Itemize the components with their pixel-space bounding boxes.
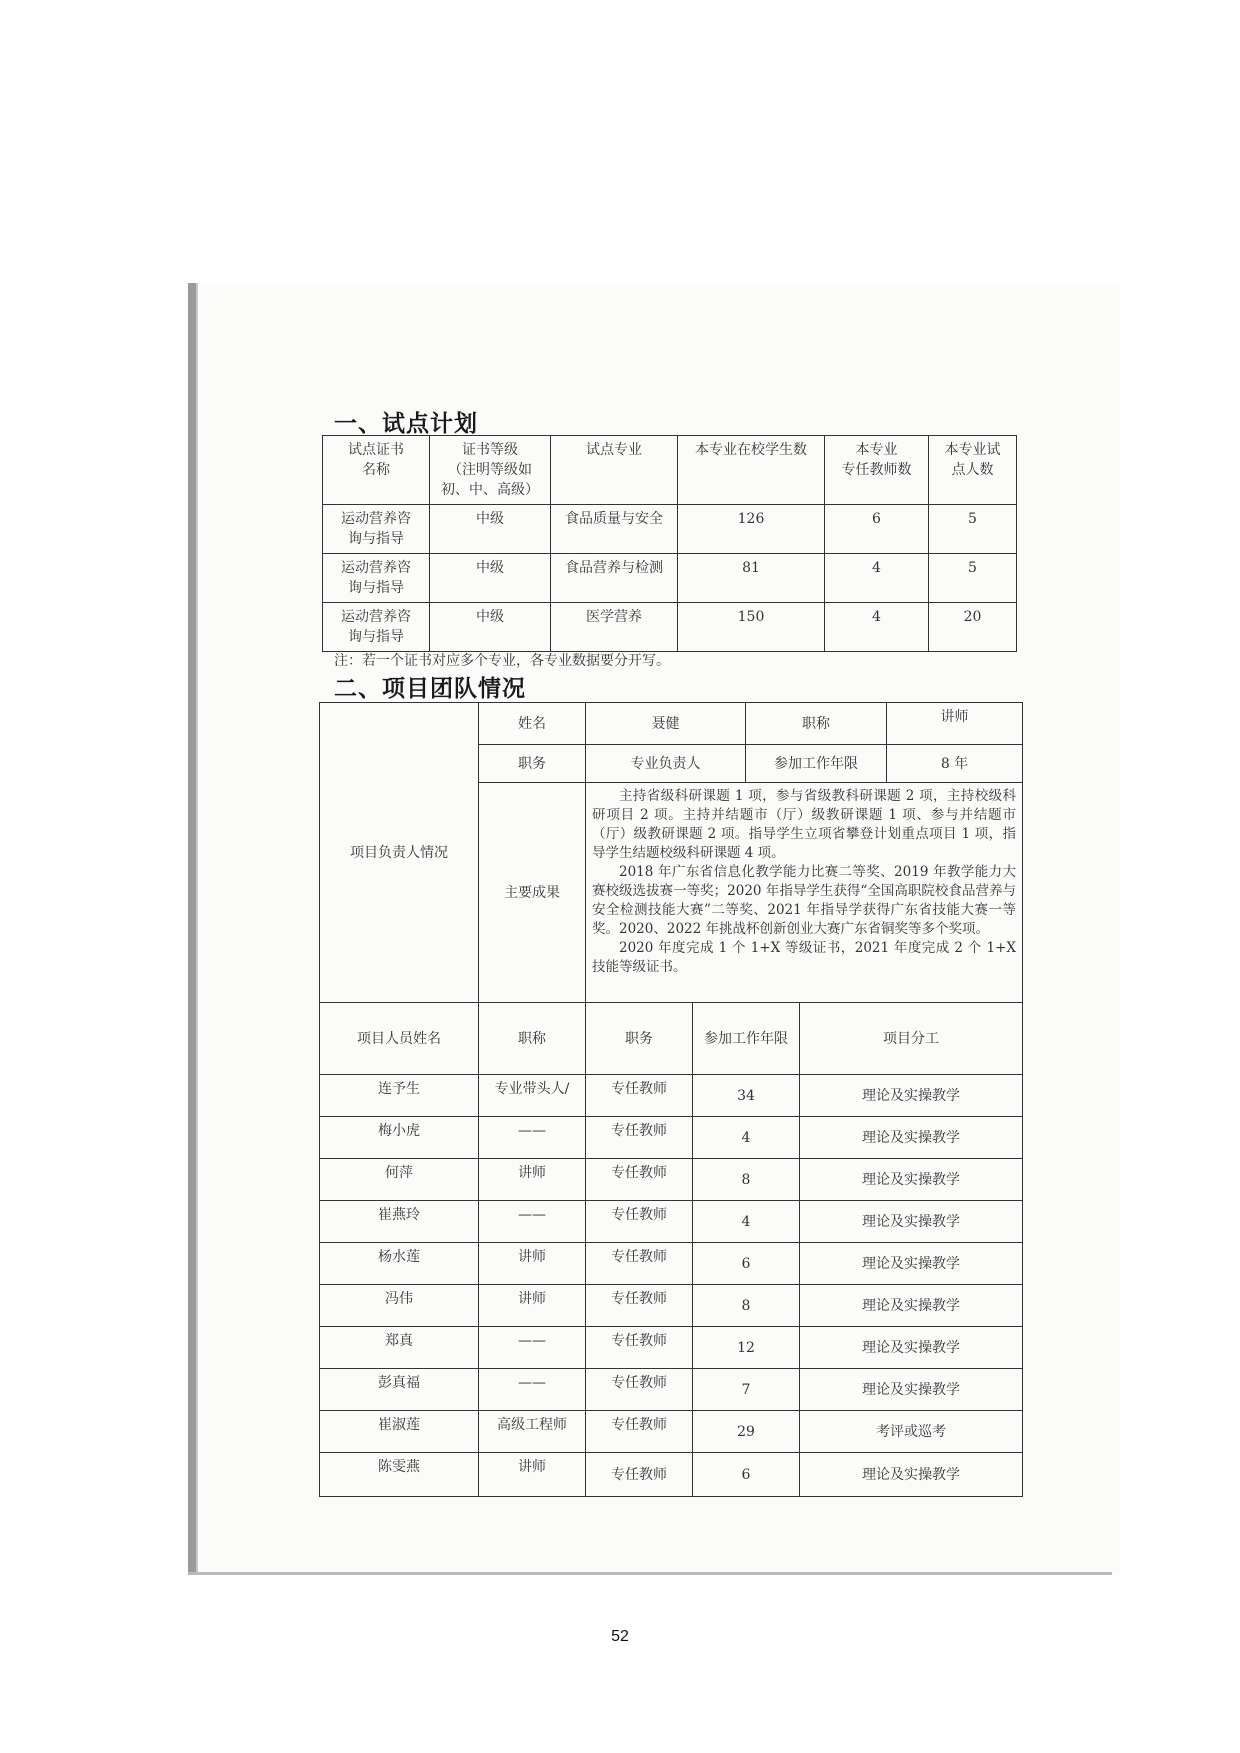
member-years: 4 (693, 1117, 800, 1159)
member-years: 12 (693, 1327, 800, 1369)
members-header-row (320, 1003, 1023, 1075)
member-role: 理论及实操教学 (800, 1369, 1023, 1411)
cell-teachers: 4 (825, 603, 929, 652)
header-students (678, 436, 825, 505)
leader-section-label: 项目负责人情况 (320, 703, 479, 1003)
member-role: 理论及实操教学 (800, 1159, 1023, 1201)
cell-cert-name (323, 554, 430, 603)
member-years: 7 (693, 1369, 800, 1411)
cell-text: 运动营养咨 询与指导 (341, 511, 411, 547)
years-value: 8 年 (887, 745, 1023, 783)
member-name: 崔燕玲 (320, 1201, 479, 1243)
cell-teachers: 6 (825, 505, 929, 554)
cell-major: 食品质量与安全 (551, 505, 678, 554)
member-years: 4 (693, 1201, 800, 1243)
header-pilot-count-text: 本专业试 点人数 (944, 442, 1001, 478)
member-position: 专任教师 (586, 1201, 693, 1243)
header-major-text: 试点专业 (586, 442, 642, 458)
header-member-title: 职称 (479, 1003, 586, 1075)
member-name: 崔淑莲 (320, 1411, 479, 1453)
member-role: 理论及实操教学 (800, 1285, 1023, 1327)
header-member-position: 职务 (586, 1003, 693, 1075)
header-cert-level (430, 436, 551, 505)
member-name: 杨水莲 (320, 1243, 479, 1285)
table-row (320, 1075, 1023, 1117)
member-name: 郑真 (320, 1327, 479, 1369)
cell-pilot-count: 5 (929, 505, 1017, 554)
table-row (320, 1327, 1023, 1369)
member-name: 陈雯燕 (320, 1453, 479, 1497)
member-position: 专任教师 (586, 1075, 693, 1117)
member-title: 讲师 (479, 1285, 586, 1327)
member-position: 专任教师 (586, 1117, 693, 1159)
header-students-text: 本专业在校学生数 (695, 442, 807, 458)
pilot-plan-table (322, 435, 1017, 652)
table-row (320, 1159, 1023, 1201)
scan-edge (188, 1572, 1112, 1575)
member-years: 34 (693, 1075, 800, 1117)
cell-students: 81 (678, 554, 825, 603)
cell-text: 运动营养咨 询与指导 (341, 560, 411, 596)
table-row (320, 1117, 1023, 1159)
member-name: 彭真福 (320, 1369, 479, 1411)
years-label: 参加工作年限 (746, 745, 887, 783)
cell-pilot-count: 5 (929, 554, 1017, 603)
member-role: 理论及实操教学 (800, 1075, 1023, 1117)
cell-cert-level: 中级 (430, 554, 551, 603)
member-years: 6 (693, 1453, 800, 1497)
member-title: —— (479, 1201, 586, 1243)
header-cert-level-text: 证书等级 （注明等级如 初、中、高级） (441, 442, 539, 498)
member-role: 理论及实操教学 (800, 1117, 1023, 1159)
achievement-paragraph: 2020 年度完成 1 个 1+X 等级证书，2021 年度完成 2 个 1+X 技能等级证书。 (592, 940, 1016, 975)
header-pilot-count (929, 436, 1017, 505)
member-title: 专业带头人/ (479, 1075, 586, 1117)
cell-cert-name (323, 603, 430, 652)
cell-major: 食品营养与检测 (551, 554, 678, 603)
member-name: 何萍 (320, 1159, 479, 1201)
table-row (323, 554, 1017, 603)
member-role: 理论及实操教学 (800, 1327, 1023, 1369)
achievement-paragraph: 2018 年广东省信息化教学能力比赛二等奖、2019 年教学能力大赛校级选拔赛一等奖；2020 年指导学生获得“全国高职院校食品营养与安全检测技能大赛”二等奖、2021 年指导学获得广东省技能大赛一等奖。2020、2022 年挑战杯创新创业大赛广东省铜奖等多个奖项。 (592, 864, 1016, 937)
title-value: 讲师 (887, 703, 1023, 745)
project-leader-table (319, 702, 1023, 1003)
member-title: —— (479, 1369, 586, 1411)
cell-cert-name (323, 505, 430, 554)
member-title: 讲师 (479, 1453, 586, 1497)
member-name: 连予生 (320, 1075, 479, 1117)
achievement-paragraph: 主持省级科研课题 1 项，参与省级教科研课题 2 项，主持校级科研项目 2 项。主持并结题市（厅）级教研课题 1 项、参与并结题市（厅）级教研课题 2 项。指导学生立项省攀登计划重点项目 1 项，指导学生结题校级科研课题 4 项。 (592, 788, 1016, 861)
table-note: 注：若一个证书对应多个专业，各专业数据要分开写。 (334, 653, 670, 669)
cell-text: 运动营养咨 询与指导 (341, 609, 411, 645)
cell-teachers: 4 (825, 554, 929, 603)
header-cert-name (323, 436, 430, 505)
table-row (320, 1285, 1023, 1327)
cell-students: 126 (678, 505, 825, 554)
table-row (320, 1411, 1023, 1453)
table-row (323, 603, 1017, 652)
member-title: 讲师 (479, 1159, 586, 1201)
member-position: 专任教师 (586, 1453, 693, 1497)
header-cert-name-text: 试点证书 名称 (348, 442, 404, 478)
member-title: —— (479, 1327, 586, 1369)
title-label: 职称 (746, 703, 887, 745)
member-position: 专任教师 (586, 1159, 693, 1201)
leader-row-name (320, 703, 1023, 745)
name-label: 姓名 (479, 703, 586, 745)
member-title: —— (479, 1117, 586, 1159)
member-role: 理论及实操教学 (800, 1453, 1023, 1497)
name-value: 聂健 (586, 703, 746, 745)
table-row (323, 505, 1017, 554)
member-position: 专任教师 (586, 1411, 693, 1453)
achievements-text (586, 783, 1023, 1003)
member-role: 理论及实操教学 (800, 1243, 1023, 1285)
member-role: 理论及实操教学 (800, 1201, 1023, 1243)
cell-students: 150 (678, 603, 825, 652)
member-position: 专任教师 (586, 1243, 693, 1285)
cell-cert-level: 中级 (430, 603, 551, 652)
table-row (320, 1201, 1023, 1243)
header-member-name: 项目人员姓名 (320, 1003, 479, 1075)
header-teachers (825, 436, 929, 505)
header-member-role: 项目分工 (800, 1003, 1023, 1075)
member-years: 8 (693, 1159, 800, 1201)
section1-heading: 一、试点计划 (334, 411, 478, 437)
member-name: 梅小虎 (320, 1117, 479, 1159)
header-teachers-text: 本专业 专任教师数 (841, 442, 912, 478)
project-members-table (319, 1002, 1023, 1497)
cell-major: 医学营养 (551, 603, 678, 652)
achievements-label: 主要成果 (479, 783, 586, 1003)
section2-heading: 二、项目团队情况 (334, 676, 526, 702)
member-years: 29 (693, 1411, 800, 1453)
cell-cert-level: 中级 (430, 505, 551, 554)
member-role: 考评或巡考 (800, 1411, 1023, 1453)
member-years: 8 (693, 1285, 800, 1327)
member-position: 专任教师 (586, 1285, 693, 1327)
table-row (320, 1369, 1023, 1411)
position-label: 职务 (479, 745, 586, 783)
member-title: 讲师 (479, 1243, 586, 1285)
page-number: 52 (611, 1628, 629, 1645)
pilot-plan-header-row (323, 436, 1017, 505)
member-title: 高级工程师 (479, 1411, 586, 1453)
member-position: 专任教师 (586, 1327, 693, 1369)
position-value: 专业负责人 (586, 745, 746, 783)
member-position: 专任教师 (586, 1369, 693, 1411)
table-row (320, 1243, 1023, 1285)
member-years: 6 (693, 1243, 800, 1285)
header-major (551, 436, 678, 505)
header-member-years: 参加工作年限 (693, 1003, 800, 1075)
cell-pilot-count: 20 (929, 603, 1017, 652)
table-row (320, 1453, 1023, 1497)
member-name: 冯伟 (320, 1285, 479, 1327)
